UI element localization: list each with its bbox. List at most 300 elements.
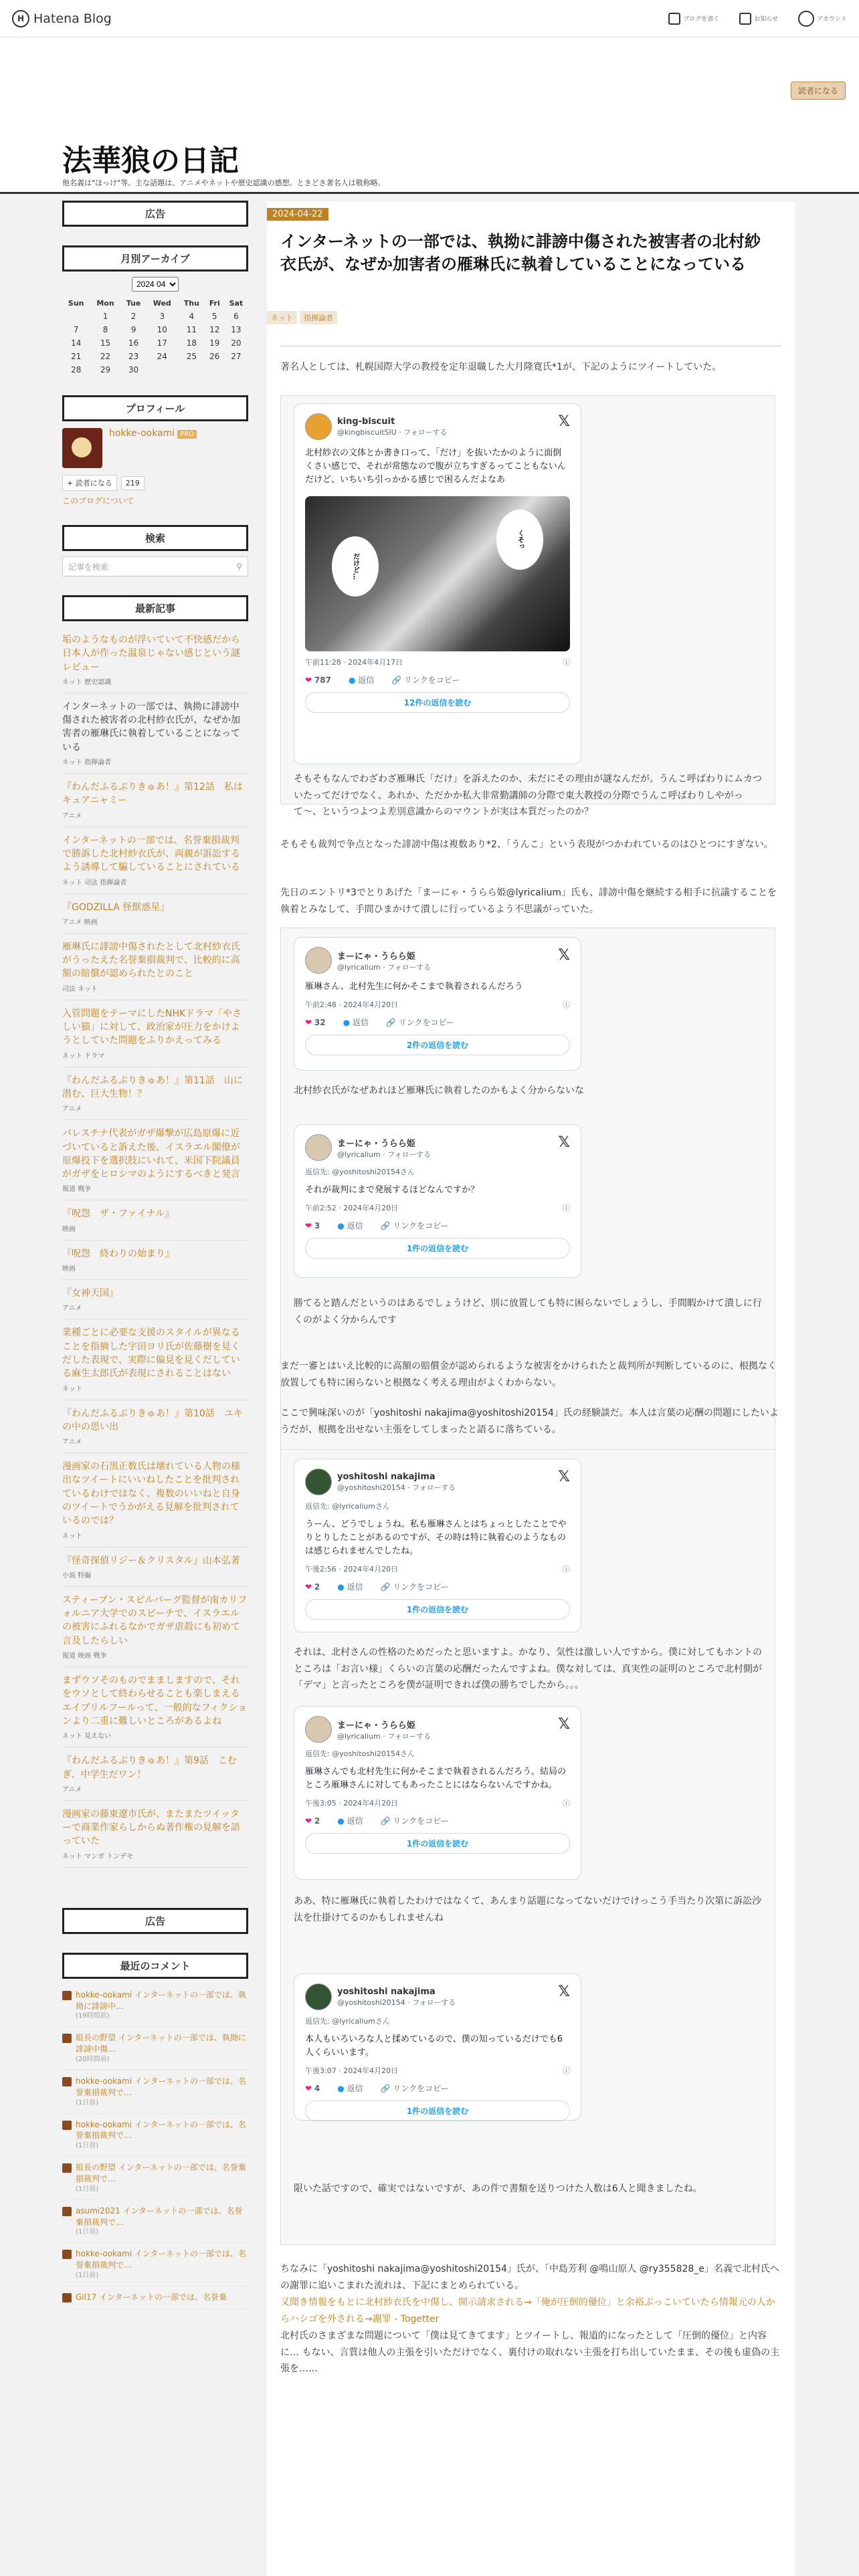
- tweet-text: 北村紗衣の文体とか書き口って、「だけ」を抜いたかのように面倒くさい感じで、それが常態なので腹が立ちすぎるってこともないんだけど、いちいち引っかかる感じで困るんだよなあ: [305, 448, 566, 486]
- recent-entry-tags: ネット 見えない: [62, 1733, 112, 1741]
- tweet-handle[interactable]: @lyricalium · フォローする: [337, 1731, 432, 1741]
- reply-icon: ●: [348, 675, 356, 685]
- read-replies-button[interactable]: 12件の返信を読む: [305, 692, 570, 713]
- profile-heading: プロフィール: [62, 395, 248, 421]
- comment-time: (1日前): [76, 2271, 99, 2279]
- recent-entry[interactable]: [62, 1747, 248, 1801]
- like-button[interactable]: [305, 1582, 320, 1592]
- reply-button[interactable]: [343, 1016, 369, 1028]
- paragraph: ここで興味深いのが「yoshitoshi nakajima@yoshitoshi20154」氏の経験談だ。本人は言葉の応酬の問題にしたいようだが、根拠を出せない主張をしてしまったと語るに落ちている。: [280, 1408, 779, 1435]
- commenter-avatar-icon: [62, 2034, 72, 2043]
- tweet-text: 本人もいろいろな人と揉めているので、僕の知っているだけでも6人くらいいます。: [305, 2034, 563, 2058]
- recent-entry-tags: 映画: [62, 1225, 76, 1233]
- tweet-author[interactable]: yoshitoshi nakajima: [337, 1986, 436, 1997]
- recent-entry[interactable]: [62, 693, 248, 774]
- read-replies-button[interactable]: 1件の返信を読む: [305, 1833, 570, 1854]
- calendar-day[interactable]: 7: [73, 325, 79, 334]
- recent-entry-tags: アニメ: [62, 1438, 82, 1446]
- heart-icon: ❤: [305, 1017, 312, 1027]
- comments-heading: 最近のコメント: [62, 1953, 248, 1979]
- recent-entry-tags: ネット 指揮論者: [62, 759, 112, 767]
- paragraph: 北村氏のさまざまな問題について「僕は見てきてます」とツイートし、報道的になったとして「圧倒的優位」と内容に… もない、言質は他人の主張を引いただけでなく、裏付けの取れない主張を打ち出していたまま、その後も虚偽の主張を……: [280, 2331, 780, 2374]
- reply-icon: ●: [337, 1221, 345, 1231]
- copy-label: リンクをコピー: [393, 2084, 449, 2094]
- recent-entry[interactable]: [62, 894, 248, 934]
- recent-entry[interactable]: [62, 1587, 248, 1667]
- tweet-text: 雁琳さん、北村先生に何かそこまで執着されるんだろう: [305, 982, 523, 992]
- recent-entry[interactable]: [62, 1453, 248, 1547]
- comment-item[interactable]: [62, 2286, 248, 2309]
- subscribe-button[interactable]: 読者になる: [791, 82, 846, 100]
- like-button[interactable]: [305, 675, 331, 685]
- calendar-day[interactable]: 4: [189, 312, 195, 321]
- commenter-name[interactable]: hokke-ookami: [76, 2119, 132, 2129]
- info-icon[interactable]: ⓘ: [563, 1565, 570, 1574]
- calendar-day: [147, 363, 179, 377]
- tweet-embed[interactable]: [294, 937, 581, 1071]
- recent-entry-tags: アニメ: [62, 812, 82, 820]
- read-replies-button[interactable]: 1件の返信を読む: [305, 1599, 570, 1620]
- like-button[interactable]: [305, 2084, 320, 2093]
- x-logo-icon[interactable]: 𝕏: [558, 947, 570, 964]
- profile-subscribe-button[interactable]: + 読者になる: [62, 475, 117, 491]
- recent-entry-tags: 報道 戦争: [62, 1186, 92, 1194]
- recent-entry-tags: ネット: [62, 1385, 82, 1393]
- recent-entry-tags: 報道 映画 戦争: [62, 1652, 107, 1660]
- calendar-day[interactable]: 6: [233, 312, 239, 321]
- copy-link-button[interactable]: 🔗 リンクをコピー: [380, 1816, 449, 1826]
- calendar-day[interactable]: 14: [71, 338, 82, 348]
- archive-heading: 月別アーカイブ: [62, 245, 248, 272]
- paragraph: ちなみに「yoshitoshi nakajima@yoshitoshi20154」氏が、「中島芳利 @鳴山原人 @ry355828_e」名義で北村氏への謝罪に追いこまれた流れは、下記にまとめられている。: [280, 2264, 779, 2291]
- reply-to: 返信先: @lyricaliumさん: [305, 1502, 390, 1511]
- like-count: 4: [314, 2083, 320, 2093]
- copy-link-button[interactable]: 🔗 リンクをコピー: [391, 675, 460, 685]
- comment-item[interactable]: [62, 2200, 248, 2244]
- entry-title[interactable]: インターネットの一部では、執拗に誹謗中傷された被害者の北村紗衣氏が、なぜか加害者の雁琳氏に執着していることになっている: [280, 232, 761, 274]
- comment-time: (19時間前): [76, 2012, 110, 2020]
- comment-entry-link[interactable]: インターネットの一部では、名誉棄: [99, 2292, 227, 2302]
- quote-text: ああ、特に雁琳氏に執着したわけではなくて、あんまり話題になってないだけでけっこう手当たり次第に訴訟沙汰を仕掛けてるのかもしれませんね: [294, 1896, 762, 1923]
- tweet-handle[interactable]: @lyricalium · フォローする: [337, 1150, 432, 1159]
- calendar-day[interactable]: 17: [157, 338, 167, 348]
- paragraph: まだ一審とはいえ比較的に高額の賠償金が認められるような被害をかけられたと裁判所が判断しているのに、根拠なく放置しても特に困らないと根拠なく考える理由がよくわからない。: [280, 1361, 777, 1388]
- calendar-day[interactable]: 29: [100, 365, 111, 374]
- commenter-name[interactable]: 組長の野望: [76, 2163, 116, 2173]
- tweet-time[interactable]: 午前2:48 · 2024年4月20日: [305, 1000, 399, 1010]
- calendar-day: [224, 363, 248, 377]
- manga-bubble: だけど…: [332, 536, 379, 597]
- tweet-embed[interactable]: [294, 1459, 581, 1632]
- tweet-time[interactable]: 午後3:05 · 2024年4月20日: [305, 1799, 399, 1808]
- recent-entry[interactable]: [62, 934, 248, 1000]
- blog-title[interactable]: 法華狼の日記: [62, 144, 239, 178]
- entry-tag[interactable]: 指揮論者: [300, 311, 337, 324]
- weekday-label: Thu: [183, 299, 199, 308]
- recent-entry-title[interactable]: 漫画家の藤東遼市氏が、またまたツイッターで商業作家らしからぬ著作権の見解を語っていた: [62, 1808, 240, 1847]
- weekday-label: Sun: [68, 299, 84, 308]
- recent-entry-tags: 小説 特撮: [62, 1572, 92, 1580]
- commenter-avatar-icon: [62, 2077, 72, 2086]
- recent-entry-tags: ネット 歴史認識: [62, 678, 112, 686]
- tweet-author[interactable]: まーにゃ・うらら姫: [337, 951, 415, 962]
- subscriber-count: 219: [121, 476, 145, 490]
- tweet-time[interactable]: 午後2:56 · 2024年4月20日: [305, 1565, 399, 1574]
- calendar-day: [62, 310, 90, 323]
- comment-entry-link[interactable]: インターネットの一部では、名誉棄損裁判で…: [76, 2249, 246, 2270]
- commenter-avatar-icon: [62, 2163, 72, 2173]
- like-count: 2: [314, 1582, 320, 1592]
- comment-item[interactable]: [62, 1984, 248, 2028]
- like-button[interactable]: [305, 1816, 320, 1826]
- recent-entry-tags: 映画: [62, 1265, 76, 1273]
- calendar-day[interactable]: 15: [100, 338, 111, 348]
- recent-entry[interactable]: [62, 1547, 248, 1587]
- notification-button[interactable]: [739, 13, 778, 25]
- calendar-day[interactable]: 3: [159, 312, 165, 321]
- like-count: 32: [314, 1017, 326, 1027]
- search-icon[interactable]: ⚲: [236, 562, 242, 571]
- calendar-day[interactable]: 27: [231, 352, 242, 361]
- x-logo-icon[interactable]: 𝕏: [558, 1716, 570, 1733]
- reply-label: 返信: [347, 1221, 363, 1231]
- calendar-day: [205, 363, 224, 377]
- tweet-handle[interactable]: @yoshitoshi20154 · フォローする: [337, 1998, 456, 2007]
- recent-entry-title[interactable]: 垢のようなものが浮いていて不快感だから日本人が作った温泉じゃない感じという謎レビュー: [62, 635, 240, 673]
- calendar-day[interactable]: 26: [209, 352, 220, 361]
- recent-entry-tags: アニメ 映画: [62, 918, 98, 926]
- copy-link-button[interactable]: 🔗 リンクをコピー: [380, 2084, 449, 2094]
- commenter-avatar-icon: [62, 2293, 72, 2302]
- write-label: ブログを書く: [683, 16, 720, 23]
- recent-entry-tags: ネット: [62, 1532, 82, 1540]
- profile-section: [62, 395, 248, 506]
- recent-entry-title[interactable]: 漫画家の石黒正数氏は壊れている人物の様出なツイートにいいねしたことを批判されているわけではなく、複数のいいねと自身のツイートでうかがえる見解を批判されているのでは？: [62, 1461, 240, 1527]
- like-count: 787: [314, 675, 331, 685]
- search-input[interactable]: [62, 556, 248, 576]
- entry-tags: [267, 311, 337, 324]
- quote-text: 勝てると踏んだというのはあるでしょうけど、別に放置しても特に困らないでしょうし、手間暇かけて潰しに行くのがよく分からんです: [294, 1298, 762, 1325]
- calendar-day[interactable]: 9: [130, 325, 136, 334]
- reply-label: 返信: [347, 1582, 363, 1592]
- comment-entry-link[interactable]: インターネットの一部では、名誉棄損裁判で…: [76, 2163, 246, 2183]
- reply-label: 返信: [352, 1018, 369, 1028]
- recent-entry-tags: 司法 ネット: [62, 985, 98, 993]
- hatena-logo-icon: H: [12, 10, 29, 27]
- comment-entry-link[interactable]: インターネットの一部では、名誉棄損裁判で…: [76, 2119, 246, 2141]
- commenter-name[interactable]: Gil17: [76, 2292, 97, 2302]
- recent-entry[interactable]: [62, 774, 248, 827]
- copy-label: リンクをコピー: [393, 1221, 449, 1231]
- comments-section: [62, 1953, 248, 2309]
- recent-entry[interactable]: [62, 1000, 248, 1067]
- recent-entry[interactable]: [62, 1400, 248, 1454]
- togetter-link[interactable]: 又聞き情報をもとに北村紗衣氏を中傷し、開示請求される→「俺が圧倒的優位」と余裕ぶっこいていたら情報元の人からハシゴを外される→謝罪 - Togetter: [280, 2297, 775, 2325]
- info-icon[interactable]: ⓘ: [563, 2066, 570, 2076]
- bell-icon: [739, 13, 751, 25]
- weekday-label: Fri: [209, 299, 220, 308]
- calendar-day[interactable]: 8: [102, 325, 108, 334]
- tweet-author[interactable]: king-biscuit: [337, 416, 395, 427]
- paragraph: 先日のエントリ*3でとりあげた「まーにゃ・うらら姫@lyricalium」氏も、誹謗中傷を継続する相手に抗議することを執着とみなして、手間ひまかけて潰しに行っているよう不思議がっていた。: [280, 887, 777, 915]
- write-button[interactable]: [668, 13, 719, 25]
- calendar-day[interactable]: 16: [128, 338, 139, 348]
- entry-date[interactable]: 2024-04-22: [267, 208, 328, 221]
- reply-to: 返信先: @yoshitoshi20154さん: [305, 1749, 415, 1758]
- like-button[interactable]: [305, 1221, 320, 1230]
- like-count: 2: [314, 1816, 320, 1826]
- manga-bubble: くそっ: [496, 510, 543, 570]
- calendar-day[interactable]: 24: [157, 352, 167, 361]
- avatar: [305, 1469, 332, 1495]
- comment-entry-link[interactable]: インターネットの一部では、名誉棄損裁判で…: [76, 2206, 243, 2227]
- recent-entry-title[interactable]: 『怪奇探偵リジー＆クリスタル』山本弘著: [62, 1555, 240, 1566]
- comment-item[interactable]: [62, 2243, 248, 2286]
- comment-entry-link[interactable]: インターネットの一部では、名誉棄損裁判で…: [76, 2076, 246, 2097]
- account-button[interactable]: [798, 11, 847, 27]
- reply-button[interactable]: [337, 1220, 363, 1231]
- archive-section: [62, 245, 248, 377]
- heart-icon: ❤: [305, 1816, 312, 1826]
- recent-section: [62, 595, 248, 1868]
- x-logo-icon[interactable]: 𝕏: [558, 1134, 570, 1151]
- recent-entry-title[interactable]: 雁琳氏に誹謗中傷されたとして北村紗衣氏がうったえた名誉棄損裁判で、比較的に高額の賠償が認められたとのこと: [62, 941, 240, 980]
- recent-entry[interactable]: [62, 1067, 248, 1121]
- quote-text: 限いた話ですので、確実ではないですが、あの件で書類を送りつけた人数は6人と聞きましたね。: [294, 2183, 702, 2194]
- recent-entry-title[interactable]: 入管問題をテーマにしたNHKドラマ「やさしい猫」に対して、政治家が圧力をかけようとしていた問題をふりかえってみる: [62, 1008, 242, 1047]
- commenter-avatar-icon: [62, 2121, 72, 2130]
- tweet-handle[interactable]: @lyricalium · フォローする: [337, 962, 432, 972]
- reply-to: 返信先: @yoshitoshi20154さん: [305, 1168, 415, 1176]
- comment-item[interactable]: [62, 2070, 248, 2114]
- commenter-name[interactable]: 組長の野望: [76, 2033, 116, 2043]
- calendar-day[interactable]: 30: [128, 365, 139, 374]
- recent-entry-title[interactable]: スティーブン・スピルバーグ監督が南カリフォルニア大学でのスピーチで、イスラエルの被害にふれるなかでガザ虐殺にも初めて言及したらしい: [62, 1594, 248, 1646]
- hatena-brand[interactable]: [12, 10, 112, 27]
- calendar-day[interactable]: 13: [231, 325, 242, 334]
- info-icon[interactable]: ⓘ: [563, 658, 570, 667]
- recent-entry[interactable]: [62, 1120, 248, 1200]
- sidebar: [62, 201, 248, 2328]
- calendar-day[interactable]: 28: [71, 365, 82, 374]
- tweet-embed[interactable]: [294, 1706, 581, 1880]
- calendar-day[interactable]: 19: [209, 338, 220, 348]
- pro-badge: PRO: [177, 430, 197, 439]
- info-icon[interactable]: ⓘ: [563, 1799, 570, 1808]
- tweet-time[interactable]: 午前11:28 · 2024年4月17日: [305, 658, 403, 667]
- reply-icon: ●: [343, 1018, 351, 1028]
- comment-entry-link[interactable]: インターネットの一部では、執拗に誹謗中傷…: [76, 2033, 246, 2054]
- reply-icon: ●: [337, 1816, 345, 1826]
- copy-link-button[interactable]: 🔗 リンクをコピー: [380, 1582, 449, 1592]
- weekday-label: Tue: [126, 299, 141, 308]
- copy-label: リンクをコピー: [393, 1816, 449, 1826]
- copy-label: リンクをコピー: [398, 1018, 454, 1028]
- tweet-embed[interactable]: [294, 1973, 581, 2121]
- heart-icon: ❤: [305, 2083, 312, 2093]
- recent-entry-title[interactable]: 『わんだふるぷりきゅあ！』第11話 山に潜む、巨大生物！？: [62, 1075, 243, 1099]
- tweet-embed[interactable]: [294, 1124, 581, 1278]
- quote-text: それは、北村さんの性格のためだったと思いますよ。かなり、気性は激しい人ですから。僕に対してもホントのところは「お言い様」くらいの言葉の応酬だったんですよね。僕な対しては、真実性の証明のところで北村側が「デマ」と言ったところを僕が証明できれば僕の勝ちでしたから。。。: [294, 1647, 762, 1691]
- tweet-text: それが裁判にまで発展するほどなんですか？: [305, 1185, 480, 1195]
- recent-entry[interactable]: [62, 1280, 248, 1319]
- reply-button[interactable]: [337, 1581, 363, 1592]
- search-section: [62, 525, 248, 576]
- recent-entry-title[interactable]: インターネットの一部では、執拗に誹謗中傷された被害者の北村紗衣氏が、なぜか加害者の雁琳氏に執着していることになっている: [62, 701, 240, 753]
- commenter-name[interactable]: hokke-ookami: [76, 2076, 132, 2086]
- tweet-handle[interactable]: @kingbiscuitSIU · フォローする: [337, 427, 448, 437]
- recent-entry[interactable]: [62, 827, 248, 894]
- reply-button[interactable]: [337, 1815, 363, 1826]
- recent-entry-title[interactable]: インターネットの一部では、名誉棄損裁判で勝訴した北村紗衣氏が、両親が訴訟するよう誘導して騙していることにされている: [62, 835, 240, 873]
- copy-link-button[interactable]: 🔗 リンクをコピー: [385, 1018, 454, 1028]
- recent-entry-title[interactable]: 『GODZILLA 怪獣惑星』: [62, 901, 170, 913]
- avatar: [305, 1134, 332, 1161]
- copy-link-button[interactable]: 🔗 リンクをコピー: [380, 1221, 449, 1231]
- search-heading: 検索: [62, 525, 248, 551]
- account-label: アカウント: [817, 16, 847, 23]
- recent-entry-tags: アニメ: [62, 1105, 82, 1113]
- top-bar: [0, 0, 859, 37]
- reply-icon: ●: [337, 1582, 345, 1592]
- tweet-time[interactable]: 午前2:52 · 2024年4月20日: [305, 1204, 399, 1213]
- tweet-author[interactable]: まーにゃ・うらら姫: [337, 1138, 415, 1149]
- heart-icon: ❤: [305, 1582, 312, 1592]
- avatar: [305, 947, 332, 974]
- tweet-text: うーん、どうでしょうね。私も雁琳さんとはちょっとしたことでやりとりしたことがあるのですが、その時は特に執着心のようなものは感じられませんでしたね。: [305, 1519, 567, 1557]
- recent-entry-tags: アニメ: [62, 1305, 82, 1313]
- calendar-day[interactable]: 12: [209, 325, 220, 334]
- like-button[interactable]: [305, 1018, 326, 1027]
- read-replies-button[interactable]: 1件の返信を読む: [305, 1238, 570, 1259]
- commenter-avatar-icon: [62, 1991, 72, 2000]
- avatar: [305, 1983, 332, 2010]
- copy-label: リンクをコピー: [404, 675, 460, 685]
- comment-time: (20時間前): [76, 2055, 110, 2063]
- comment-time: (1日前): [76, 2099, 99, 2107]
- recent-entry-title[interactable]: 『わんだふるぷりきゅあ！』第12話 私はキュアニャミー: [62, 782, 243, 807]
- comment-item[interactable]: [62, 2027, 248, 2070]
- reply-button[interactable]: [349, 674, 374, 685]
- info-icon[interactable]: ⓘ: [563, 1000, 570, 1010]
- tweet-image[interactable]: [305, 496, 570, 651]
- blog-description: 他名義は"ほっけ"等。主な話題は、アニメやネットや歴史認識の感想。ときどき著名人は敬称略。: [62, 179, 385, 187]
- x-logo-icon[interactable]: 𝕏: [558, 1469, 570, 1485]
- comment-time: (1日前): [76, 2228, 99, 2236]
- comment-item[interactable]: [62, 2157, 248, 2200]
- commenter-name[interactable]: hokke-ookami: [76, 1990, 132, 2000]
- paragraph: 著名人としては、札幌国際大学の教授を定年退職した大月隆寛氏*1が、下記のようにツイートしていた。: [280, 362, 722, 372]
- recent-entry-title[interactable]: 業種ごとに必要な支援のスタイルが異なることを指摘した宇田ヨリ氏が佐藤樹を見くだした表現で、実際に偏見を見くだしている麻生太郎氏が表現にされることはない: [62, 1327, 240, 1380]
- tweet-handle[interactable]: @yoshitoshi20154 · フォローする: [337, 1483, 456, 1492]
- calendar-day[interactable]: 25: [186, 352, 197, 361]
- tweet-embed[interactable]: [294, 403, 581, 764]
- recent-entry-title[interactable]: 『女神天国』: [62, 1288, 118, 1299]
- recent-entry-title[interactable]: 『呪怨 ザ・ファイナル』: [62, 1208, 175, 1220]
- quote-text: そもそもなんでわざわざ雁琳氏「だけ」を訴えたのか、未だにその理由が謎なんだが。うんこ呼ばわりにムカついたってだけでなく、あれか、ただかか私大非常勤講師の分際で東大教授の分際でうんこ呼ばわりしやがって〜、というつよつよ差別意識からのマウントが実は本質だったのか？: [294, 774, 762, 817]
- tweet-author[interactable]: yoshitoshi nakajima: [337, 1471, 436, 1482]
- blog-header: [0, 37, 859, 194]
- recent-entry-tags: ネット ドラマ: [62, 1052, 105, 1060]
- commenter-avatar-icon: [62, 2207, 72, 2216]
- calendar-day[interactable]: 21: [71, 352, 82, 361]
- avatar: [305, 1716, 332, 1743]
- recent-entry[interactable]: [62, 1319, 248, 1400]
- recent-entry-tags: ネット 司法 指揮論者: [62, 879, 127, 887]
- recent-entry-tags: アニメ: [62, 1786, 82, 1794]
- profile-name[interactable]: hokke-ookami: [109, 428, 175, 439]
- recent-entry-title[interactable]: パレスチナ代表がガザ爆撃が広島原爆に近づいていると訴えた後、イスラエル閣僚が原爆投下を選択肢にいれて、米国下院議員がガザをヒロシマのようにするべきと発言: [62, 1128, 240, 1180]
- tweet-author[interactable]: まーにゃ・うらら姫: [337, 1720, 415, 1731]
- pencil-icon: [668, 13, 680, 25]
- comment-item[interactable]: [62, 2114, 248, 2157]
- user-icon: [798, 11, 814, 27]
- reply-label: 返信: [347, 1816, 363, 1826]
- x-logo-icon[interactable]: 𝕏: [558, 413, 570, 430]
- weekday-label: Mon: [96, 299, 114, 308]
- info-icon[interactable]: ⓘ: [563, 1204, 570, 1213]
- recent-entry-title[interactable]: 『呪怨 終わりの始まり』: [62, 1248, 175, 1259]
- calendar-day[interactable]: 20: [231, 338, 242, 348]
- tweet-text: 雁琳さんでも北村先生に何かそこまで執着されるんだろう。結局のところ雁琳さんに対してもあったことにはならないんですかね。: [305, 1767, 567, 1791]
- recent-entry[interactable]: [62, 1200, 248, 1240]
- notify-label: お知らせ: [754, 16, 779, 23]
- ad2-heading: 広告: [62, 1908, 248, 1934]
- calendar-day[interactable]: 1: [102, 312, 108, 321]
- calendar-day[interactable]: 10: [157, 325, 167, 334]
- recent-entry[interactable]: [62, 1667, 248, 1747]
- month-select[interactable]: [132, 277, 179, 292]
- profile-avatar[interactable]: [62, 428, 102, 468]
- calendar-day[interactable]: 11: [186, 325, 197, 334]
- recent-entry[interactable]: [62, 627, 248, 693]
- recent-entry[interactable]: [62, 1801, 248, 1868]
- reply-button[interactable]: [337, 2082, 363, 2094]
- commenter-name[interactable]: asumi2021: [76, 2206, 120, 2216]
- comment-time: (1日前): [76, 2142, 99, 2150]
- calendar-day[interactable]: 22: [100, 352, 111, 361]
- paragraph: そもそも裁判で争点となった誹謗中傷は複数あり*2、「うんこ」という表現がつかわれているのはひとつにすぎない。: [280, 839, 773, 850]
- recent-entry[interactable]: [62, 1241, 248, 1280]
- weekday-label: Wed: [153, 299, 171, 308]
- calendar: [62, 297, 248, 377]
- reply-to: 返信先: @lyricaliumさん: [305, 2017, 390, 2026]
- commenter-avatar-icon: [62, 2250, 72, 2259]
- calendar-day[interactable]: 2: [130, 312, 136, 321]
- recent-entry-title[interactable]: まずウソそのものでまましますので、それをウソとして終わらせることも楽しまえるエイプリルフールって、一般的なフィクションより二重に難しいところがあるよね: [62, 1675, 248, 1727]
- calendar-day: [178, 363, 205, 377]
- entry-tag[interactable]: ネット: [267, 311, 297, 324]
- heart-icon: ❤: [305, 1220, 312, 1230]
- commenter-name[interactable]: hokke-ookami: [76, 2249, 132, 2259]
- recent-entry-title[interactable]: 『わんだふるぷりきゅあ！』第9話 こむぎ、中学生だワン！: [62, 1755, 237, 1780]
- x-logo-icon[interactable]: 𝕏: [558, 1983, 570, 2000]
- calendar-day[interactable]: 5: [211, 312, 217, 321]
- comment-entry-link[interactable]: インターネットの一部では、執拗に誹謗中…: [76, 1990, 246, 2011]
- weekday-label: Sat: [229, 299, 244, 308]
- brand-label: Hatena Blog: [33, 11, 112, 26]
- like-count: 3: [314, 1220, 320, 1230]
- calendar-day[interactable]: 23: [128, 352, 139, 361]
- calendar-day[interactable]: 18: [186, 338, 197, 348]
- tweet-time[interactable]: 午後3:07 · 2024年4月20日: [305, 2066, 399, 2076]
- read-replies-button[interactable]: 1件の返信を読む: [305, 2101, 570, 2121]
- avatar: [305, 413, 332, 440]
- about-blog-link[interactable]: このブログについて: [62, 496, 134, 506]
- comment-time: (1日前): [76, 2185, 99, 2193]
- recent-entry-title[interactable]: 『わんだふるぷりきゅあ！』第10話 ユキの中の思い出: [62, 1408, 243, 1432]
- read-replies-button[interactable]: 2件の返信を読む: [305, 1035, 570, 1055]
